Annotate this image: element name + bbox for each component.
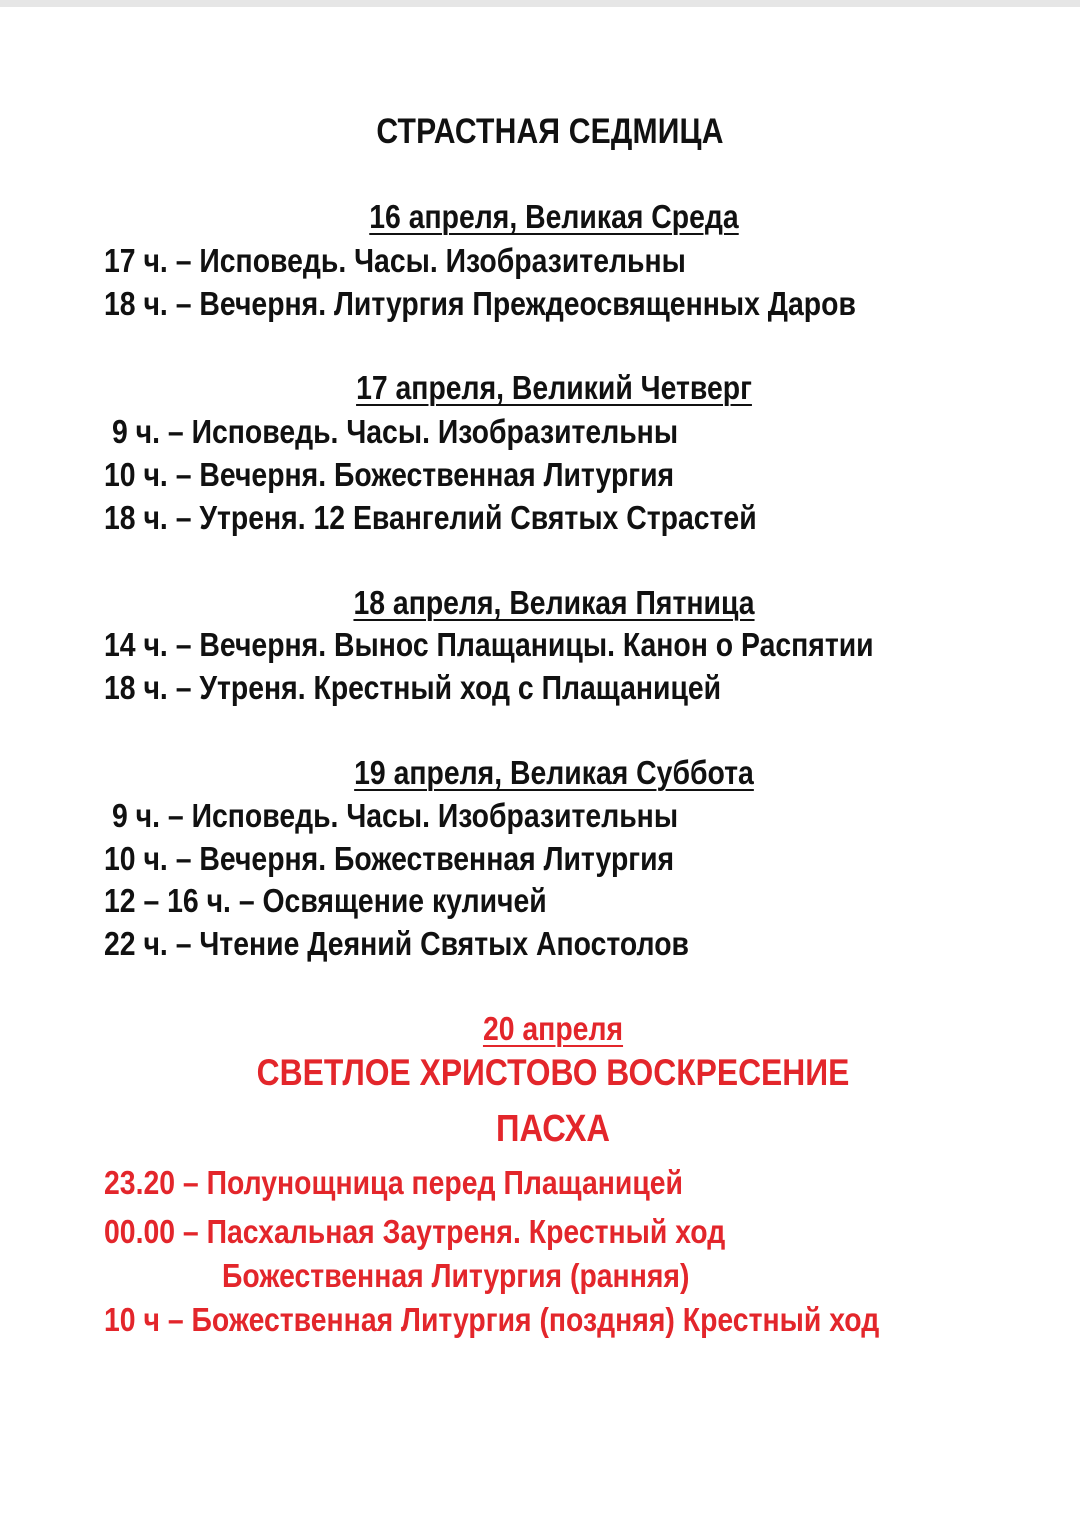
easter-item: 00.00 – Пасхальная Заутреня. Крестный ход: [104, 1213, 726, 1250]
schedule-item: 9 ч. – Исповедь. Часы. Изобразительны: [112, 413, 679, 450]
schedule-item: 12 – 16 ч. – Освящение куличей: [104, 882, 547, 919]
day-heading-thursday: 17 апреля, Великий Четверг: [356, 369, 752, 406]
easter-subtitle: ПАСХА: [495, 1108, 611, 1150]
day-heading-wednesday: 16 апреля, Великая Среда: [369, 198, 739, 235]
schedule-item: 10 ч. – Вечерня. Божественная Литургия: [104, 456, 675, 493]
day-heading-friday: 18 апреля, Великая Пятница: [353, 584, 755, 621]
schedule-item: 18 ч. – Вечерня. Литургия Преждеосвященных Даров: [104, 285, 856, 322]
easter-title: СВЕТЛОЕ ХРИСТОВО ВОСКРЕСЕНИЕ: [256, 1052, 850, 1093]
easter-item: 10 ч – Божественная Литургия (поздняя) Крестный ход: [104, 1301, 880, 1338]
easter-item: 23.20 – Полунощница перед Плащаницей: [104, 1164, 684, 1201]
day-heading-saturday: 19 апреля, Великая Суббота: [354, 754, 754, 791]
schedule-item: 10 ч. – Вечерня. Божественная Литургия: [104, 840, 675, 877]
schedule-item: 14 ч. – Вечерня. Вынос Плащаницы. Канон о Распятии: [104, 626, 874, 663]
page-title: СТРАСТНАЯ СЕДМИЦА: [376, 112, 724, 151]
easter-item-continuation: Божественная Литургия (ранняя): [222, 1257, 690, 1294]
schedule-item: 22 ч. – Чтение Деяний Святых Апостолов: [104, 925, 689, 962]
schedule-item: 18 ч. – Утреня. Крестный ход с Плащаницей: [104, 669, 722, 706]
schedule-item: 18 ч. – Утреня. 12 Евангелий Святых Страстей: [104, 499, 757, 536]
easter-date: 20 апреля: [482, 1010, 624, 1047]
schedule-item: 17 ч. – Исповедь. Часы. Изобразительны: [104, 242, 686, 279]
top-status-strip: [0, 0, 1080, 7]
schedule-item: 9 ч. – Исповедь. Часы. Изобразительны: [112, 797, 679, 834]
